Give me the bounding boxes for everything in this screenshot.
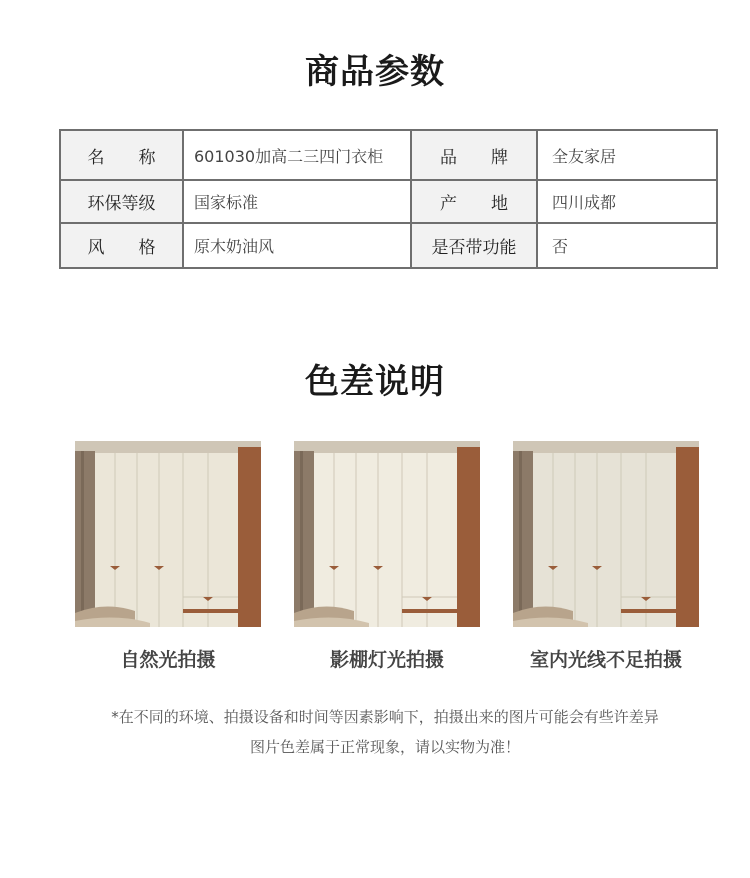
wardrobe-photo-studio-light (294, 441, 480, 627)
photo-caption-natural-light: 自然光拍摄 (120, 649, 216, 671)
spec-value-name: 601030加高二三四门衣柜 (183, 130, 411, 180)
spec-table (59, 129, 718, 269)
table-row (60, 223, 717, 268)
spec-label-style: 风 格 (60, 223, 183, 268)
spec-label-origin: 产 地 (411, 180, 537, 223)
spec-value-eco: 国家标准 (183, 180, 411, 223)
spec-value-style: 原木奶油风 (183, 223, 411, 268)
spec-label-name: 名 称 (60, 130, 183, 180)
spec-value-origin: 四川成都 (537, 180, 717, 223)
section-title-color-diff: 色差说明 (305, 362, 445, 402)
wardrobe-photo-low-light (513, 441, 699, 627)
spec-label-function: 是否带功能 (411, 223, 537, 268)
photo-caption-low-light: 室内光线不足拍摄 (529, 649, 682, 671)
spec-label-brand: 品 牌 (411, 130, 537, 180)
color-diff-note-line-2: 图片色差属于正常现象，请以实物为准！ (249, 738, 520, 756)
spec-value-brand: 全友家居 (537, 130, 717, 180)
photo-caption-studio-light: 影棚灯光拍摄 (329, 649, 444, 671)
spec-value-function: 否 (537, 223, 717, 268)
wardrobe-photo-natural-light (75, 441, 261, 627)
table-row (60, 180, 717, 223)
table-row (60, 130, 717, 180)
spec-label-eco: 环保等级 (60, 180, 183, 223)
section-title-params: 商品参数 (305, 52, 445, 92)
color-diff-note-line-1: *在不同的环境、拍摄设备和时间等因素影响下，拍摄出来的图片可能会有些许差异 (111, 708, 659, 726)
